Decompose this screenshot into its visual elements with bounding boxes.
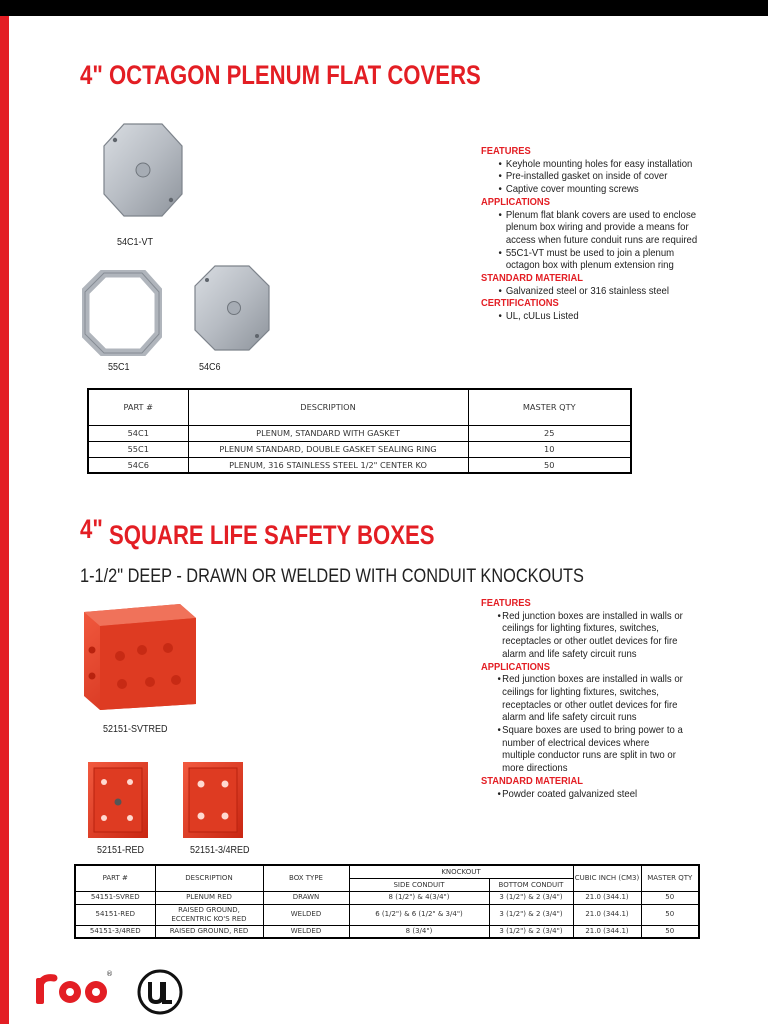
cell-box-type: WELDED [263,925,349,938]
feature-item: • Red junction boxes are installed in walls or ceilings for lighting fixtures, switches, receptacles or other outlet devices for fire alarm and life safety circuit runs [481,611,683,662]
cell-description: RAISED GROUND, RED [155,925,263,938]
col-header-description: DESCRIPTION [188,389,468,425]
application-item: • Red junction boxes are installed in walls or ceilings for lighting fixtures, switches, receptacles or other outlet devices for fire alarm and life safety circuit runs [481,674,683,725]
octagon-cover-image-54c1-vt [100,122,184,218]
image-label-52151-red: 52151-RED [97,845,145,856]
cell-bottom-conduit: 3 (1/2") & 2 (3/4") [489,891,573,904]
cell-part: 55C1 [88,441,188,457]
cell-description: PLENUM STANDARD, DOUBLE GASKET SEALING RING [188,441,468,457]
material-list [481,789,701,802]
life-safety-boxes-table [74,864,700,939]
red-box-image-52151-3-4red [181,760,245,840]
cell-description: PLENUM, STANDARD WITH GASKET [188,425,468,441]
image-label-54c6: 54C6 [199,362,221,373]
col-header-part: PART # [88,389,188,425]
table-header-row [88,389,631,425]
certifications-heading: CERTIFICATIONS [481,298,559,310]
cell-part: 54151-3/4RED [75,925,155,938]
cell-side-conduit: 8 (3/4") [349,925,489,938]
cell-cubic-inch: 21.0 (344.1) [573,925,641,938]
table-row [75,925,699,938]
applications-heading: APPLICATIONS [481,196,550,208]
material-item: • Galvanized steel or 316 stainless steel [481,286,702,299]
image-label-54c1-vt: 54C1-VT [117,237,154,248]
top-bar [0,0,768,16]
features-heading: FEATURES [481,598,531,609]
applications-list [481,674,701,776]
col-header-description: DESCRIPTION [155,865,263,891]
ul-certification-logo [136,968,184,1016]
cell-bottom-conduit: 3 (1/2") & 2 (3/4") [489,904,573,925]
section2-title-size: 4" [80,514,103,544]
image-label-52151-svtred: 52151-SVTRED [103,724,168,735]
cell-description: PLENUM RED [155,891,263,904]
applications-heading: APPLICATIONS [481,661,550,673]
material-heading: STANDARD MATERIAL [481,273,583,285]
applications-list [481,210,721,274]
section2-title [80,514,435,551]
col-header-bottom-conduit: BOTTOM CONDUIT [489,878,573,891]
col-header-knockout: KNOCKOUT [349,865,573,878]
cell-side-conduit: 6 (1/2") & 6 (1/2" & 3/4") [349,904,489,925]
plenum-covers-table [87,388,632,474]
cell-part: 54C1 [88,425,188,441]
section2-info-block [481,598,701,801]
table-row [88,457,631,473]
col-header-side-conduit: SIDE CONDUIT [349,878,489,891]
certification-item: • UL, cULus Listed [481,311,702,324]
col-header-part: PART # [75,865,155,891]
cell-part: 54151-RED [75,904,155,925]
side-accent-bar [0,16,9,1024]
col-header-master-qty: MASTER QTY [641,865,699,891]
features-list [481,159,721,197]
plenum-ring-image-55c1 [82,270,162,356]
col-header-master-qty: MASTER QTY [468,389,631,425]
features-list [481,611,701,662]
section2-title-text: SQUARE LIFE SAFETY BOXES [108,520,435,550]
cell-cubic-inch: 21.0 (344.1) [573,904,641,925]
feature-item: • Captive cover mounting screws [481,184,702,197]
col-header-box-type: BOX TYPE [263,865,349,891]
application-item: • Square boxes are used to bring power to a number of electrical devices where multiple conductor runs are split in two or more directions [481,725,683,776]
cell-master-qty: 50 [468,457,631,473]
section1-info-block [481,146,721,324]
cell-side-conduit: 8 (1/2") & 4(3/4") [349,891,489,904]
features-heading: FEATURES [481,146,531,157]
octagon-cover-image-54c6 [193,264,271,352]
brand-logo [34,968,116,1010]
section2-subtitle: 1-1/2" DEEP - DRAWN OR WELDED WITH CONDUIT KNOCKOUTS [80,566,584,587]
cell-master-qty: 10 [468,441,631,457]
col-header-cubic-inch: CUBIC INCH (CM3) [573,865,641,891]
application-item: • 55C1-VT must be used to join a plenum octagon box with plenum extension ring [481,248,702,273]
cell-part: 54151-SVRED [75,891,155,904]
table-row [75,904,699,925]
registered-mark: ® [106,970,113,978]
image-label-55c1: 55C1 [108,362,130,373]
cell-cubic-inch: 21.0 (344.1) [573,891,641,904]
material-item: • Powder coated galvanized steel [481,789,683,802]
cell-description: RAISED GROUND, ECCENTRIC KO'S RED [155,904,263,925]
application-item: • Plenum flat blank covers are used to enclose plenum box wiring and provide a means for access when future conduit runs are required [481,210,702,248]
cell-master-qty: 25 [468,425,631,441]
section1-title: 4" OCTAGON PLENUM FLAT COVERS [80,60,481,90]
cell-box-type: WELDED [263,904,349,925]
cell-bottom-conduit: 3 (1/2") & 2 (3/4") [489,925,573,938]
feature-item: • Pre-installed gasket on inside of cover [481,171,702,184]
cell-part: 54C6 [88,457,188,473]
material-heading: STANDARD MATERIAL [481,775,583,787]
image-label-52151-3-4red: 52151-3/4RED [190,845,250,856]
feature-item: • Keyhole mounting holes for easy installation [481,159,702,172]
material-list [481,286,721,299]
cell-description: PLENUM, 316 STAINLESS STEEL 1/2" CENTER KO [188,457,468,473]
cell-box-type: DRAWN [263,891,349,904]
red-box-image-52151-svtred [80,600,198,712]
table-header-row [75,865,699,878]
certifications-list [481,311,721,324]
red-box-image-52151-red [86,760,150,840]
table-row [75,891,699,904]
cell-master-qty: 50 [641,925,699,938]
cell-master-qty: 50 [641,904,699,925]
table-row [88,425,631,441]
cell-master-qty: 50 [641,891,699,904]
table-row [88,441,631,457]
